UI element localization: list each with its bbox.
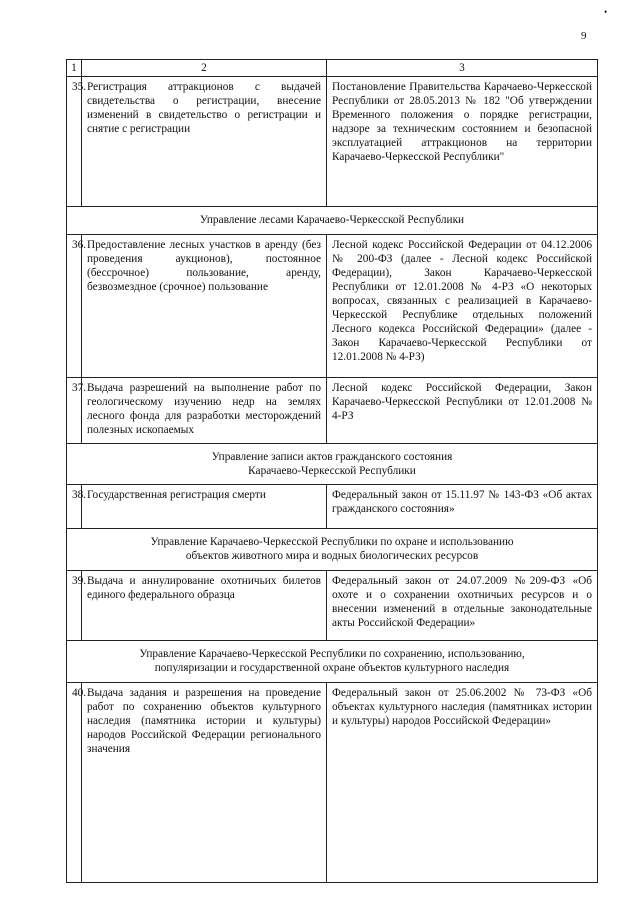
section-heading-row [67, 444, 598, 485]
table-row [67, 485, 598, 529]
table-row [67, 571, 598, 641]
row-number: 40. [67, 683, 82, 883]
legal-basis: Федеральный закон от 24.07.2009 №209-ФЗ «Об охоте и о сохранении охотничьих ресурсов и о внесении изменений в отдельные законодательные акты Российской Федерации» [327, 571, 598, 641]
section-title-line: Управление Карачаево-Черкесской Республики по сохранению, использованию, [139, 648, 525, 660]
section-title-line: популяризации и государственной охране объектов культурного наследия [154, 662, 510, 674]
row-number: 35. [67, 77, 82, 207]
table-row [67, 683, 598, 883]
row-number: 37. [67, 378, 82, 444]
service-name: Выдача задания и разрешения на проведение работ по сохранению объектов культурного наследия (памятника истории и культуры) народов Российской Федерации регионального значения [82, 683, 327, 883]
section-title-line: Управление записи актов гражданского состояния [211, 451, 453, 463]
section-title-line: Управление Карачаево-Черкесской Республики по охране и использованию [150, 536, 514, 548]
table-row [67, 77, 598, 207]
legal-basis: Федеральный закон от 25.06.2002 № 73-ФЗ «Об объектах культурного наследия (памятниках истории и культуры) народов Российской Федерации» [327, 683, 598, 883]
section-heading-row [67, 641, 598, 683]
service-name: Выдача и аннулирование охотничьих билетов единого федерального образца [82, 571, 327, 641]
row-number: 38. [67, 485, 82, 529]
section-heading-row [67, 207, 598, 235]
service-name: Предоставление лесных участков в аренду (без проведения аукционов), постоянное (бессрочное) пользование, аренду, безвозмездное (срочное) пользование [82, 235, 327, 378]
row-number: 36. [67, 235, 82, 378]
legal-basis: Лесной кодекс Российской Федерации от 04.12.2006 № 200-ФЗ (далее - Лесной кодекс Российской Федерации), Закон Карачаево-Черкесской Республики от 12.01.2008 № 4-РЗ «О некоторых вопросах, связанных с реализацией в Карачаево-Черкесской Республике отдельных положений Лесного кодекса Российской Федерации» (далее - Закон Карачаево-Черкесской Республики от 12.01.2008 № 4-РЗ) [327, 235, 598, 378]
row-number: 39. [67, 571, 82, 641]
legal-basis: Постановление Правительства Карачаево-Черкесской Республики от 28.05.2013 № 182 "Об утверждении Временного положения о порядке регистрации, надзоре за техническим состоянием и безопасной эксплуатацией аттракционов на территории Карачаево-Черкесской Республики" [327, 77, 598, 207]
services-table [66, 59, 598, 883]
section-heading-row [67, 529, 598, 571]
corner-mark: • [604, 7, 608, 17]
service-name: Государственная регистрация смерти [82, 485, 327, 529]
section-title-line: Карачаево-Черкесской Республики [248, 465, 416, 477]
column-header-2: 2 [82, 60, 327, 77]
section-title-wildlife [67, 529, 598, 571]
section-title-line: объектов животного мира и водных биологических ресурсов [185, 550, 479, 562]
section-title-cultural-heritage [67, 641, 598, 683]
legal-basis: Лесной кодекс Российской Федерации, Закон Карачаево-Черкесской Республики от 12.01.2008 № 4-РЗ [327, 378, 598, 444]
service-name: Регистрация аттракционов с выдачей свидетельства о регистрации, внесение изменений в свидетельство о регистрации и снятие с регистрации [82, 77, 327, 207]
section-title-civil-registry [67, 444, 598, 485]
page-number: 9 [581, 30, 587, 42]
column-header-1: 1 [67, 60, 82, 77]
legal-basis: Федеральный закон от 15.11.97 № 143-ФЗ «Об актах гражданского состояния» [327, 485, 598, 529]
table-row [67, 378, 598, 444]
section-title-forestry: Управление лесами Карачаево-Черкесской Республики [67, 207, 598, 235]
column-header-3: 3 [327, 60, 598, 77]
table-row [67, 235, 598, 378]
service-name: Выдача разрешений на выполнение работ по геологическому изучению недр на землях лесного фонда для разработки месторождений полезных ископаемых [82, 378, 327, 444]
table-header-row [67, 60, 598, 77]
